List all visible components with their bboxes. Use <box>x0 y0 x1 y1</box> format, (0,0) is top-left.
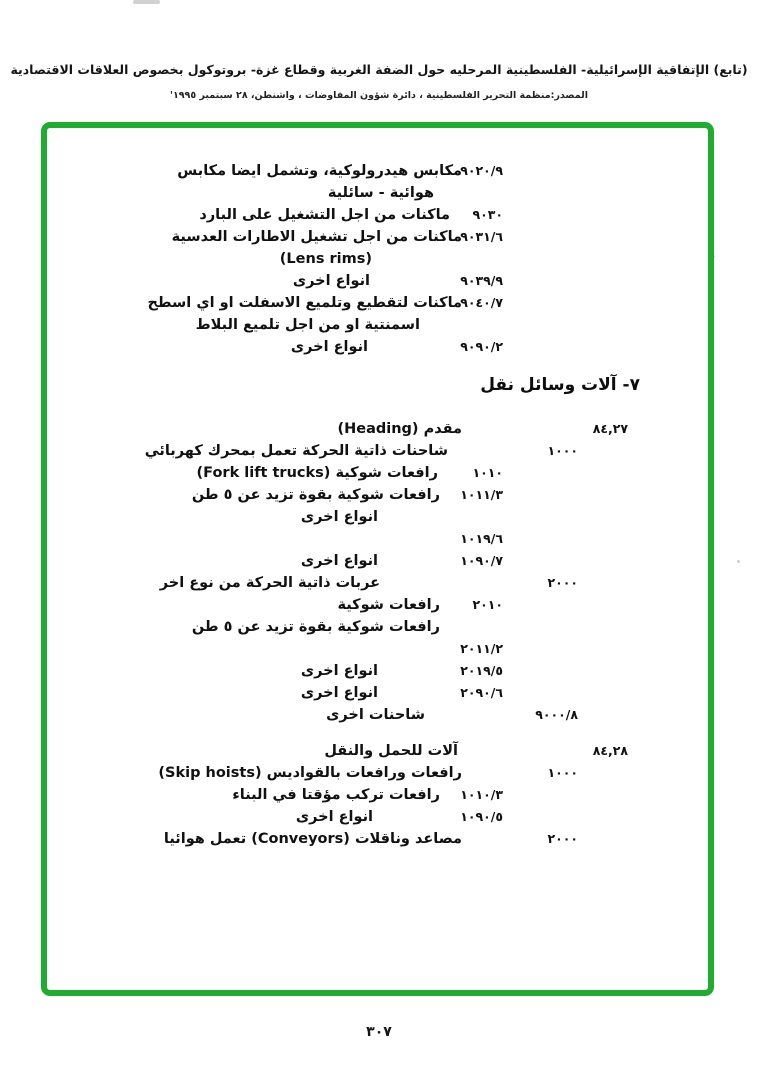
tariff-heading-code: ٨٤,٢٨ <box>592 743 628 758</box>
tariff-item-code: ٩٠٣١/٦ <box>460 229 503 244</box>
tariff-subheading-code: ٢٠٠٠ <box>547 575 578 590</box>
item-description: (Lens rims) <box>279 251 372 267</box>
table-row <box>47 528 708 550</box>
item-description: انواع اخرى <box>300 553 378 569</box>
table-row <box>47 440 708 462</box>
tariff-item-code: ٩٠٩٠/٢ <box>460 339 503 354</box>
table-row <box>47 660 708 682</box>
table-row <box>47 828 708 850</box>
table-row <box>47 704 708 726</box>
table-row <box>47 160 708 182</box>
page-header-title: (تابع) الإتفاقية الإسرائيلية- الفلسطينية المرحليه حول الضفة الغربية وقطاع غزة- بروتوكول بخصوص العلاقات الاقتصادية <box>10 62 748 77</box>
table-row <box>47 784 708 806</box>
table-row <box>47 740 708 762</box>
item-description: رافعات شوكية بقوة تزيد عن ٥ طن <box>191 487 440 503</box>
tariff-item-code: ١٠٩٠/٥ <box>460 809 503 824</box>
table-row <box>47 204 708 226</box>
table-row <box>47 462 708 484</box>
table-row <box>47 682 708 704</box>
tariff-rows-container <box>47 128 708 990</box>
scan-speck <box>737 560 740 563</box>
tariff-item-code: ١٠١٠ <box>472 465 503 480</box>
item-description: ماكنات من اجل التشغيل على البارد <box>199 207 450 223</box>
table-row <box>47 550 708 572</box>
tariff-item-code: ٢٠١٩/٥ <box>460 663 503 678</box>
item-description: انواع اخرى <box>290 339 368 355</box>
table-row <box>47 762 708 784</box>
item-description: مصاعد وناقلات (Conveyors) تعمل هوائيا <box>163 831 462 847</box>
row-spacer <box>47 400 708 418</box>
item-description: آلات للحمل والنقل <box>324 743 458 759</box>
tariff-item-code: ٢٠١٠ <box>472 597 503 612</box>
item-description: هوائية - سائلية <box>327 185 434 201</box>
item-description: مقدم (Heading) <box>337 421 462 437</box>
table-row <box>47 806 708 828</box>
item-description: اسمنتية او من اجل تلميع البلاط <box>195 317 420 333</box>
table-row <box>47 484 708 506</box>
item-description: انواع اخرى <box>300 509 378 525</box>
tariff-item-code: ١٠٩٠/٧ <box>460 553 503 568</box>
tariff-item-code: ١٠١٩/٦ <box>460 531 503 546</box>
table-row <box>47 616 708 638</box>
tariff-item-code: ٩٠٣٩/٩ <box>460 273 503 288</box>
item-description: ماكنات لتقطيع وتلميع الاسفلت او اي اسطح <box>147 295 462 311</box>
item-description: ماكنات من اجل تشغيل الاطارات العدسية <box>171 229 462 245</box>
item-description: شاحنات اخرى <box>326 707 425 723</box>
green-border-box <box>41 122 714 996</box>
source-line: المصدر:منظمة التحرير الفلسطينية ، دائرة شؤون المفاوضات ، واشنطن، ٢٨ سبتمبر ١٩٩٥' <box>170 90 588 101</box>
table-row <box>47 638 708 660</box>
table-row <box>47 182 708 204</box>
item-description: انواع اخرى <box>295 809 373 825</box>
tariff-item-code: ٢٠٩٠/٦ <box>460 685 503 700</box>
row-spacer <box>47 726 708 740</box>
row-spacer <box>47 358 708 372</box>
table-row <box>47 314 708 336</box>
table-row <box>47 572 708 594</box>
item-description: انواع اخرى <box>300 663 378 679</box>
table-row <box>47 270 708 292</box>
tariff-item-code: ٢٠١١/٢ <box>460 641 503 656</box>
tariff-item-code: ٩٠٣٠ <box>472 207 503 222</box>
page-number: ٣٠٧ <box>366 1024 392 1040</box>
tariff-item-code: ٩٠٤٠/٧ <box>460 295 503 310</box>
table-row <box>47 418 708 440</box>
scan-artifact <box>133 0 160 4</box>
item-description: رافعات شوكية بقوة تزيد عن ٥ طن <box>191 619 440 635</box>
item-description: رافعات تركب مؤقتا في البناء <box>232 787 440 803</box>
table-row <box>47 292 708 314</box>
table-row <box>47 336 708 358</box>
tariff-heading-code: ٨٤,٢٧ <box>592 421 628 436</box>
tariff-subheading-code: ١٠٠٠ <box>547 443 578 458</box>
tariff-subheading-code: ١٠٠٠ <box>547 765 578 780</box>
item-description: عربات ذاتية الحركة من نوع اخر <box>159 575 380 591</box>
table-row <box>47 594 708 616</box>
item-description: انواع اخرى <box>292 273 370 289</box>
tariff-item-code: ١٠١٠/٣ <box>460 787 503 802</box>
table-row <box>47 248 708 270</box>
section-heading: ٧- آلات وسائل نقل <box>480 375 640 395</box>
item-description: رافعات شوكية (Fork lift trucks) <box>196 465 438 481</box>
table-row <box>47 506 708 528</box>
tariff-subheading-code: ٢٠٠٠ <box>547 831 578 846</box>
tariff-item-code: ٩٠٢٠/٩ <box>460 163 503 178</box>
tariff-item-code: ١٠١١/٣ <box>460 487 503 502</box>
row-spacer <box>47 128 708 160</box>
item-description: مكابس هيدرولوكية، وتشمل ايضا مكابس <box>177 163 462 179</box>
item-description: رافعات شوكية <box>337 597 440 613</box>
item-description: انواع اخرى <box>300 685 378 701</box>
item-description: رافعات ورافعات بالقواديس (Skip hoists) <box>158 765 462 781</box>
item-description: شاحنات ذاتية الحركة تعمل بمحرك كهربائي <box>144 443 448 459</box>
tariff-subheading-code: ٩٠٠٠/٨ <box>535 707 578 722</box>
table-row <box>47 226 708 248</box>
